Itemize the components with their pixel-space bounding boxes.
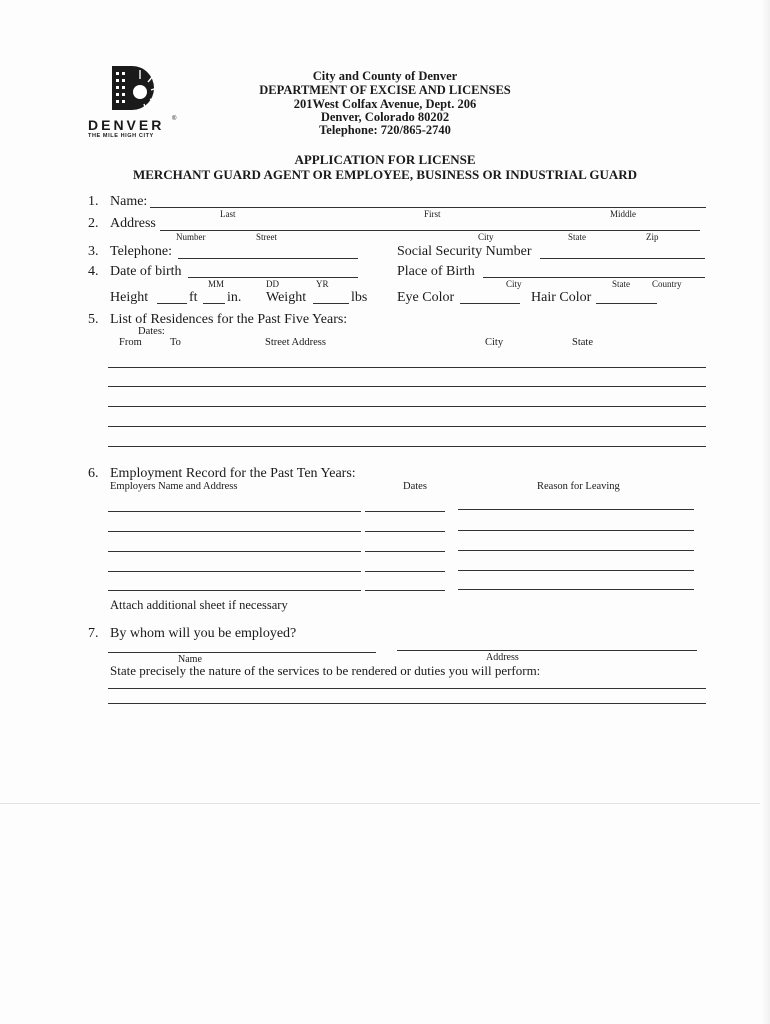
item-number-2: 2. — [88, 216, 99, 231]
place-of-birth-field-line[interactable] — [483, 277, 705, 278]
residences-to-header: To — [170, 337, 181, 348]
dob-field-line[interactable] — [188, 277, 358, 278]
employer-address-caption: Address — [486, 652, 519, 663]
telephone-field-line[interactable] — [178, 258, 358, 259]
hair-color-field-line[interactable] — [596, 303, 657, 304]
header-street: 201West Colfax Avenue, Dept. 206 — [293, 97, 477, 111]
employer-field-line[interactable] — [108, 571, 361, 572]
address-number-caption: Number — [176, 232, 206, 242]
ssn-field-line[interactable] — [540, 258, 705, 259]
hair-color-label: Hair Color — [531, 290, 592, 305]
employer-field-line[interactable] — [108, 590, 361, 591]
employer-field-line[interactable] — [108, 551, 361, 552]
item-number-1: 1. — [88, 194, 99, 209]
services-field-line[interactable] — [108, 688, 706, 689]
name-last-caption: Last — [220, 209, 236, 219]
employer-address-field-line[interactable] — [397, 650, 697, 651]
address-street-caption: Street — [256, 232, 277, 242]
item-number-7: 7. — [88, 626, 99, 641]
dates-field-line[interactable] — [365, 551, 445, 552]
employer-name-field-line[interactable] — [108, 652, 376, 653]
dates-field-line[interactable] — [365, 511, 445, 512]
employment-reason-header: Reason for Leaving — [537, 481, 620, 492]
residences-state-header: State — [572, 337, 593, 348]
pob-city-caption: City — [506, 279, 522, 289]
employer-field-line[interactable] — [108, 531, 361, 532]
address-label: Address — [110, 216, 156, 231]
reason-field-line[interactable] — [458, 570, 694, 571]
logo-registered-mark: ® — [172, 116, 177, 122]
telephone-label: Telephone: — [110, 244, 172, 259]
eye-color-label: Eye Color — [397, 290, 455, 305]
place-of-birth-label: Place of Birth — [397, 264, 475, 279]
dob-label: Date of birth — [110, 264, 182, 279]
height-label: Height — [110, 290, 149, 305]
residences-dates-header: Dates: — [138, 326, 165, 337]
item-number-4: 4. — [88, 264, 99, 279]
reason-field-line[interactable] — [458, 509, 694, 510]
dob-month-caption: MM — [208, 279, 225, 289]
address-state-caption: State — [568, 232, 586, 242]
reason-field-line[interactable] — [458, 530, 694, 531]
employment-employer-header: Employers Name and Address — [110, 481, 238, 492]
dates-field-line[interactable] — [365, 531, 445, 532]
name-middle-caption: Middle — [610, 209, 636, 219]
height-inches-field-line[interactable] — [203, 303, 225, 304]
pob-state-caption: State — [612, 279, 630, 289]
residence-row-line[interactable] — [108, 386, 706, 387]
reason-field-line[interactable] — [458, 550, 694, 551]
services-field-line[interactable] — [108, 703, 706, 704]
name-field-line[interactable] — [150, 207, 706, 208]
residence-row-line[interactable] — [108, 446, 706, 447]
pob-country-caption: Country — [652, 279, 682, 289]
address-city-caption: City — [478, 232, 494, 242]
form-title: APPLICATION FOR LICENSE — [294, 152, 476, 167]
weight-field-line[interactable] — [313, 303, 349, 304]
residence-row-line[interactable] — [108, 406, 706, 407]
residences-label: List of Residences for the Past Five Years: — [110, 312, 348, 327]
logo-wordmark: DENVER — [88, 117, 165, 133]
employment-dates-header: Dates — [403, 481, 427, 492]
name-label: Name: — [110, 194, 148, 209]
address-zip-caption: Zip — [646, 232, 659, 242]
item-number-3: 3. — [88, 244, 99, 259]
employer-question-label: By whom will you be employed? — [110, 626, 297, 641]
eye-color-field-line[interactable] — [460, 303, 520, 304]
employer-name-caption: Name — [178, 654, 202, 665]
header-department: DEPARTMENT OF EXCISE AND LICENSES — [259, 83, 511, 97]
item-number-6: 6. — [88, 466, 99, 481]
employer-field-line[interactable] — [108, 511, 361, 512]
reason-field-line[interactable] — [458, 589, 694, 590]
header-city-state-zip: Denver, Colorado 80202 — [320, 110, 450, 124]
residence-row-line[interactable] — [108, 426, 706, 427]
page-fold-line — [0, 803, 770, 804]
logo-tagline: THE MILE HIGH CITY — [88, 133, 154, 139]
employment-label: Employment Record for the Past Ten Years: — [110, 466, 356, 481]
dates-field-line[interactable] — [365, 571, 445, 572]
height-in-unit: in. — [227, 290, 242, 305]
height-ft-unit: ft — [189, 290, 198, 305]
weight-label: Weight — [266, 290, 307, 305]
residences-from-header: From — [119, 337, 142, 348]
form-subtitle: MERCHANT GUARD AGENT OR EMPLOYEE, BUSINESS OR INDUSTRIAL GUARD — [132, 167, 638, 182]
services-label: State precisely the nature of the services to be rendered or duties you will perform: — [110, 663, 541, 678]
dob-year-caption: YR — [316, 279, 329, 289]
residence-row-line[interactable] — [108, 367, 706, 368]
scan-edge-shadow — [760, 0, 770, 1024]
height-feet-field-line[interactable] — [157, 303, 187, 304]
ssn-label: Social Security Number — [397, 244, 532, 259]
item-number-5: 5. — [88, 312, 99, 327]
dates-field-line[interactable] — [365, 590, 445, 591]
attach-sheet-note: Attach additional sheet if necessary — [110, 598, 288, 612]
weight-lbs-unit: lbs — [351, 290, 368, 305]
name-first-caption: First — [424, 209, 441, 219]
header-telephone: Telephone: 720/865-2740 — [319, 123, 451, 137]
residences-city-header: City — [485, 337, 504, 348]
address-field-line[interactable] — [160, 230, 700, 231]
residences-street-header: Street Address — [265, 337, 326, 348]
dob-day-caption: DD — [266, 279, 279, 289]
header-city: City and County of Denver — [312, 69, 458, 83]
